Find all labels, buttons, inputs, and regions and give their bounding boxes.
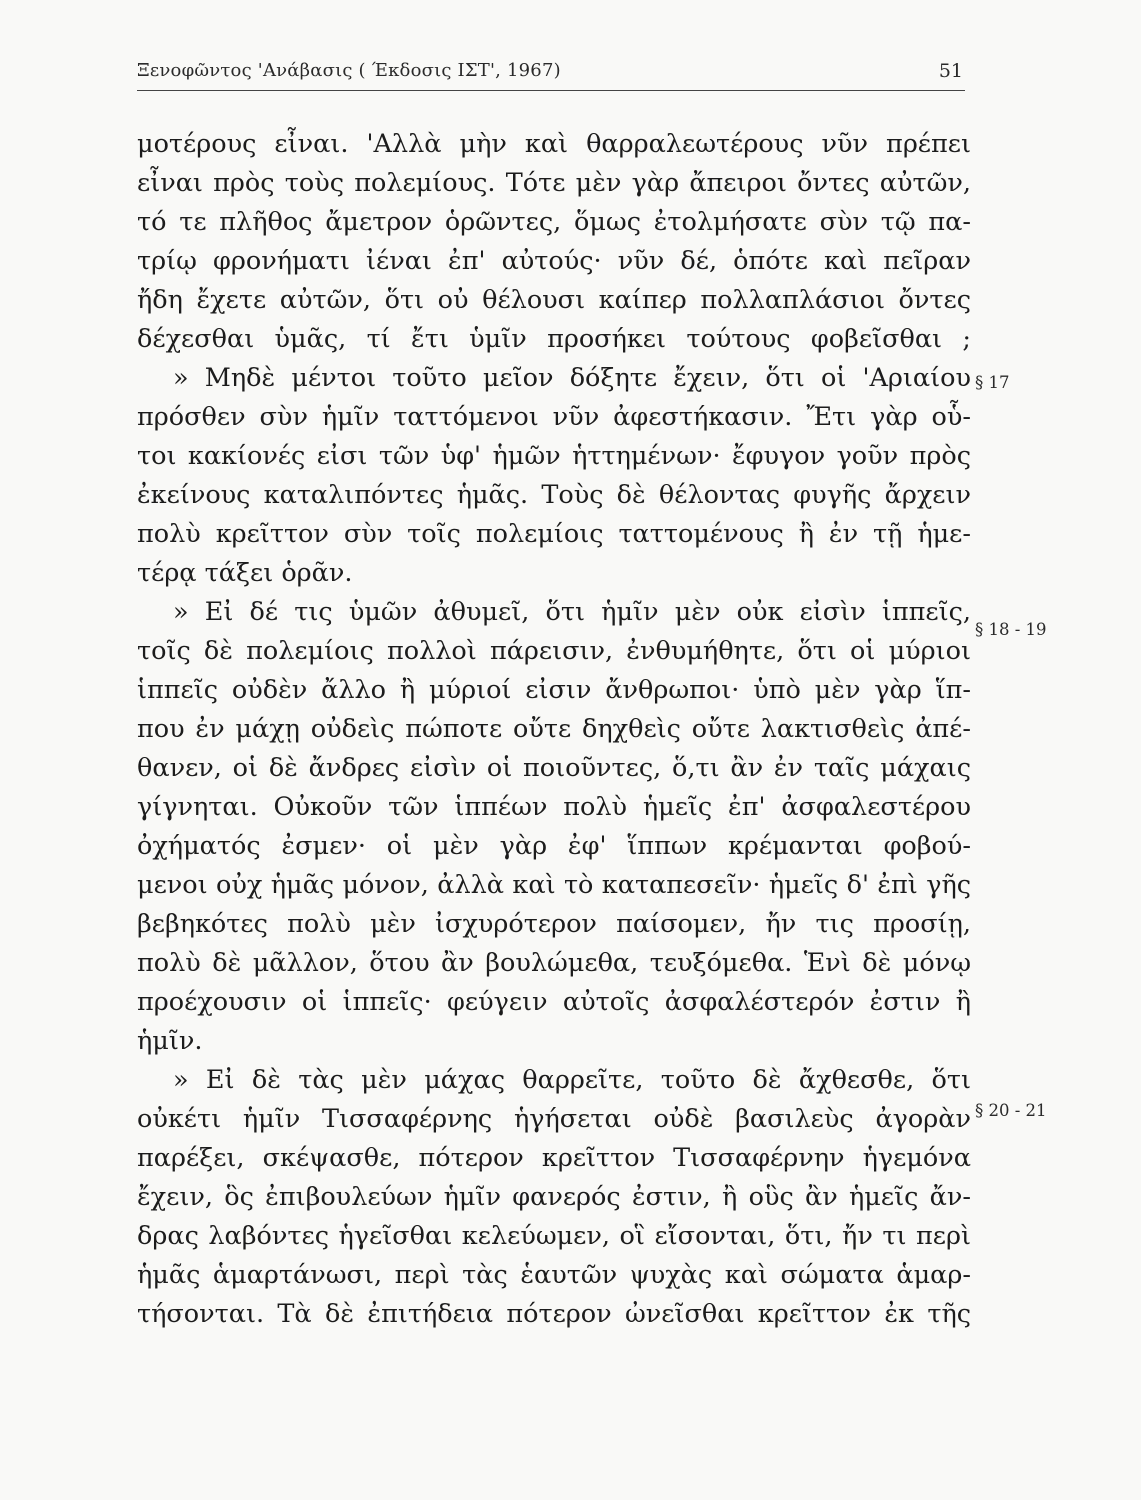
text-line: ἡμῖν.	[137, 1026, 203, 1056]
text-line: δέχεσθαι ὑμᾶς, τί ἔτι ὑμῖν προσήκει τούτους φοβεῖσθαι ;	[137, 324, 971, 354]
text-line: ἐκείνους καταλιπόντες ἡμᾶς. Τοὺς δὲ θέλοντας φυγῆς ἄρχειν	[137, 480, 971, 510]
text-line: πολὺ δὲ μᾶλλον, ὅτου ἂν βουλώμεθα, τευξόμεθα. Ἑνὶ δὲ μόνῳ	[137, 948, 971, 978]
running-header	[137, 58, 965, 91]
text-line: » Εἰ δέ τις ὑμῶν ἀθυμεῖ, ὅτι ἡμῖν μὲν οὐκ εἰσὶν ἱππεῖς,	[173, 597, 971, 627]
text-line: δρας λαβόντες ἡγεῖσθαι κελεύωμεν, οἳ εἴσονται, ὅτι, ἤν τι περὶ	[137, 1221, 971, 1251]
margin-section-note: § 18 - 19	[975, 620, 1047, 639]
text-line: εἶναι πρὸς τοὺς πολεμίους. Τότε μὲν γὰρ ἄπειροι ὄντες αὐτῶν,	[137, 168, 971, 198]
text-line: τέρᾳ τάξει ὁρᾶν.	[137, 558, 353, 588]
text-line: προέχουσιν οἱ ἱππεῖς· φεύγειν αὐτοῖς ἀσφαλέστερόν ἐστιν ἢ	[137, 987, 971, 1017]
text-line: που ἐν μάχῃ οὐδεὶς πώποτε οὔτε δηχθεὶς οὔτε λακτισθεὶς ἀπέ-	[137, 714, 971, 744]
text-line: ἤδη ἔχετε αὐτῶν, ὅτι οὐ θέλουσι καίπερ πολλαπλάσιοι ὄντες	[137, 285, 971, 315]
text-line: θανεν, οἱ δὲ ἄνδρες εἰσὶν οἱ ποιοῦντες, ὅ,τι ἂν ἐν ταῖς μάχαις	[137, 753, 971, 783]
text-line: » Εἰ δὲ τὰς μὲν μάχας θαρρεῖτε, τοῦτο δὲ ἄχθεσθε, ὅτι	[173, 1065, 971, 1095]
text-line: τρίῳ φρονήματι ἰέναι ἐπ' αὐτούς· νῦν δέ, ὁπότε καὶ πεῖραν	[137, 246, 971, 276]
text-line: ἡμᾶς ἁμαρτάνωσι, περὶ τὰς ἑαυτῶν ψυχὰς καὶ σώματα ἁμαρ-	[137, 1260, 971, 1290]
text-line: ἔχειν, ὃς ἐπιβουλεύων ἡμῖν φανερός ἐστιν, ἢ οὓς ἂν ἡμεῖς ἄν-	[137, 1182, 971, 1212]
text-line: μοτέρους εἶναι. 'Αλλὰ μὴν καὶ θαρραλεωτέρους νῦν πρέπει	[137, 129, 971, 159]
text-line: μενοι οὐχ ἡμᾶς μόνον, ἀλλὰ καὶ τὸ καταπεσεῖν· ἡμεῖς δ' ἐπὶ γῆς	[137, 870, 971, 900]
text-line: οὐκέτι ἡμῖν Τισσαφέρνης ἡγήσεται οὐδὲ βασιλεὺς ἀγορὰν	[137, 1104, 971, 1134]
text-line: βεβηκότες πολὺ μὲν ἰσχυρότερον παίσομεν, ἤν τις προσίῃ,	[137, 909, 971, 939]
text-line: » Μηδὲ μέντοι τοῦτο μεῖον δόξητε ἔχειν, ὅτι οἱ 'Αριαίου	[173, 363, 971, 393]
margin-section-note: § 20 - 21	[975, 1101, 1047, 1120]
book-title: Ξενοφῶντος 'Ανάβασις ( Έκδοσις ΙΣΤ', 1967)	[137, 60, 561, 81]
text-line: τήσονται. Τὰ δὲ ἐπιτήδεια πότερον ὠνεῖσθαι κρεῖττον ἐκ τῆς	[137, 1299, 971, 1329]
page-number: 51	[938, 60, 963, 82]
text-line: τοῖς δὲ πολεμίοις πολλοὶ πάρεισιν, ἐνθυμήθητε, ὅτι οἱ μύριοι	[137, 636, 971, 666]
text-line: πρόσθεν σὺν ἡμῖν ταττόμενοι νῦν ἀφεστήκασιν. Ἔτι γὰρ οὗ-	[137, 402, 971, 432]
text-line: ἱππεῖς οὐδὲν ἄλλο ἢ μύριοί εἰσιν ἄνθρωποι· ὑπὸ μὲν γὰρ ἵπ-	[137, 675, 971, 705]
text-line: πολὺ κρεῖττον σὺν τοῖς πολεμίοις ταττομένους ἢ ἐν τῇ ἡμε-	[137, 519, 971, 549]
margin-section-note: § 17	[975, 373, 1010, 392]
text-line: τοι κακίονές εἰσι τῶν ὑφ' ἡμῶν ἡττημένων· ἔφυγον γοῦν πρὸς	[137, 441, 971, 471]
text-line: τό τε πλῆθος ἄμετρον ὁρῶντες, ὅμως ἐτολμήσατε σὺν τῷ πα-	[137, 207, 971, 237]
text-line: ὀχήματός ἐσμεν· οἱ μὲν γὰρ ἐφ' ἵππων κρέμανται φοβού-	[137, 831, 971, 861]
text-line: παρέξει, σκέψασθε, πότερον κρεῖττον Τισσαφέρνην ἡγεμόνα	[137, 1143, 971, 1173]
text-line: γίγνηται. Οὐκοῦν τῶν ἱππέων πολὺ ἡμεῖς ἐπ' ἀσφαλεστέρου	[137, 792, 971, 822]
body-text	[137, 125, 971, 1334]
